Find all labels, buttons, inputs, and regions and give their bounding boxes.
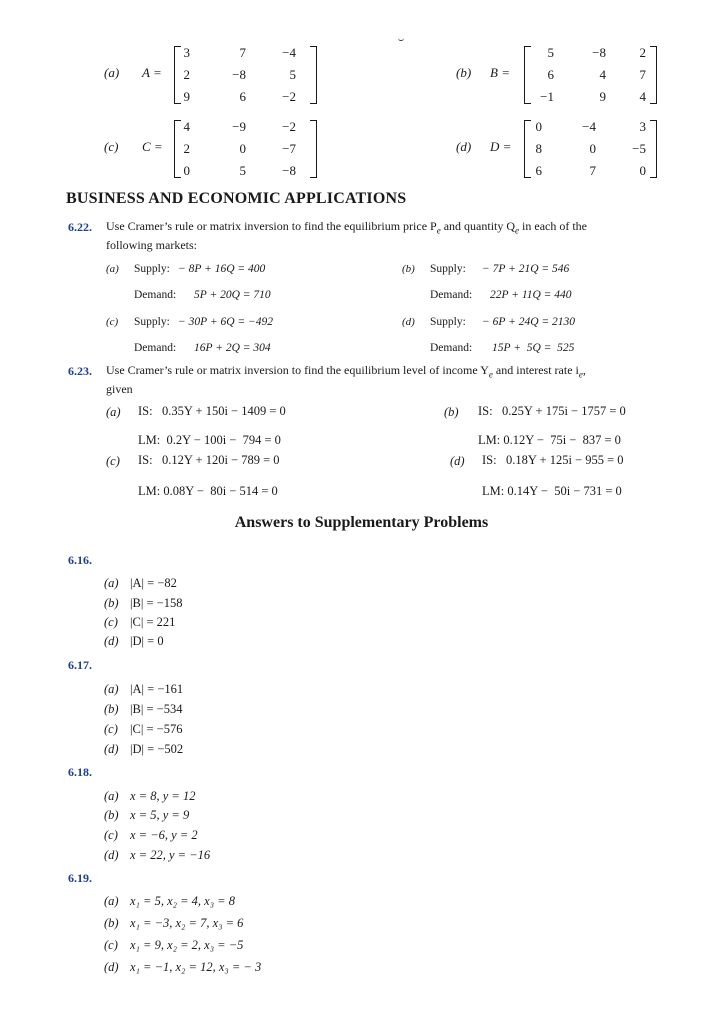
matrix-cell: 7 xyxy=(589,163,596,178)
matrix-cell: 0 xyxy=(639,163,646,178)
matrix-cell: −4 xyxy=(582,119,596,134)
answer-text: x = 8, y = 12 xyxy=(130,789,196,803)
answer-item xyxy=(104,808,189,823)
problem-text-line2: following markets: xyxy=(106,238,197,252)
matrix-cell: 3 xyxy=(639,119,646,134)
answer-item xyxy=(104,615,175,630)
supply-equation: − 8P + 16Q = 400 xyxy=(178,263,266,275)
part-mark: (c) xyxy=(104,828,118,842)
bracket-right xyxy=(310,120,317,178)
answer-text: |D| = −502 xyxy=(130,742,184,756)
part-mark: (c) xyxy=(106,454,120,468)
matrix-c-name: C = xyxy=(142,139,163,154)
supply-equation: − 30P + 6Q = −492 xyxy=(178,316,274,328)
matrix-c-label: (c) xyxy=(104,139,119,154)
answer-text: x = 22, y = −16 xyxy=(130,848,211,862)
matrix-cell: 5 xyxy=(289,67,296,82)
answer-text: |B| = −534 xyxy=(130,702,183,716)
part-mark: (c) xyxy=(104,722,118,736)
matrix-a-label: (a) xyxy=(104,65,120,80)
demand-equation: 5P + 20Q = 710 xyxy=(194,289,271,301)
part-mark: (a) xyxy=(104,576,119,590)
matrix-cell: −7 xyxy=(282,141,296,156)
matrix-cell: −2 xyxy=(282,119,296,134)
part-mark: (a) xyxy=(104,789,119,803)
answer-item xyxy=(104,916,243,931)
problem-text: Use Cramer’s rule or matrix inversion to find the equilibrium level of income Y xyxy=(106,363,489,377)
subscript: e xyxy=(488,369,493,380)
part-mark: (a) xyxy=(106,263,119,275)
problem-text-line2: given xyxy=(106,382,133,396)
answer-text: x₁ = −3, x₂ = 7, x₃ = 6 xyxy=(130,916,244,930)
bracket-right xyxy=(650,46,657,104)
part-mark: (d) xyxy=(104,742,119,756)
answer-text: |C| = −576 xyxy=(130,722,183,736)
matrix-cell: 8 xyxy=(535,141,542,156)
matrix-cell: −8 xyxy=(282,163,296,178)
problem-number: 6.23. xyxy=(68,364,92,378)
answer-item xyxy=(104,634,164,649)
part-mark: (b) xyxy=(444,405,459,419)
problem-text: , xyxy=(582,363,586,377)
part-mark: (d) xyxy=(104,848,119,862)
supply-label: Supply: xyxy=(134,316,170,328)
problem-text: Use Cramer’s rule or matrix inversion to find the equilibrium price P xyxy=(106,219,437,233)
part-mark: (b) xyxy=(402,263,415,275)
lm-equation: LM: 0.12Y − 75i − 837 = 0 xyxy=(478,433,621,447)
matrix-cell: −2 xyxy=(282,89,296,104)
part-mark: (a) xyxy=(104,894,119,908)
lm-equation: LM: 0.2Y − 100i − 794 = 0 xyxy=(138,433,281,447)
matrix-cell: −5 xyxy=(632,141,646,156)
problem-number: 6.22. xyxy=(68,220,92,234)
supply-label: Supply: xyxy=(430,316,466,328)
section-title: BUSINESS AND ECONOMIC APPLICATIONS xyxy=(66,190,407,207)
part-mark: (d) xyxy=(450,454,465,468)
matrix-d-label: (d) xyxy=(456,139,472,154)
matrix-cell: 2 xyxy=(183,67,190,82)
subscript: e xyxy=(578,369,583,380)
answer-item xyxy=(104,702,182,717)
answer-item xyxy=(104,596,182,611)
supply-label: Supply: xyxy=(134,263,170,275)
answer-text: |A| = −161 xyxy=(130,682,184,696)
demand-label: Demand: xyxy=(134,342,177,354)
matrix-cell: 2 xyxy=(183,141,190,156)
part-mark: (b) xyxy=(104,596,119,610)
matrix-cell: 6 xyxy=(535,163,542,178)
demand-equation: 15P + 5Q = 525 xyxy=(492,342,575,354)
answer-text: |C| = 221 xyxy=(130,615,176,629)
answer-text: |A| = −82 xyxy=(130,576,177,590)
answer-item xyxy=(104,789,195,804)
supply-label: Supply: xyxy=(430,263,466,275)
matrix-cell: 0 xyxy=(239,141,246,156)
is-equation: IS: 0.35Y + 150i − 1409 = 0 xyxy=(138,404,286,418)
matrix-cell: 5 xyxy=(547,45,554,60)
answer-item xyxy=(104,576,177,591)
demand-equation: 16P + 2Q = 304 xyxy=(194,342,271,354)
matrix-a-name: A = xyxy=(142,65,162,80)
part-mark: (c) xyxy=(104,938,118,952)
answer-text: |B| = −158 xyxy=(130,596,183,610)
demand-label: Demand: xyxy=(430,289,473,301)
is-equation: IS: 0.18Y + 125i − 955 = 0 xyxy=(482,453,624,467)
part-mark: (a) xyxy=(104,682,119,696)
problem-text-line1 xyxy=(106,361,586,383)
matrix-cell: −9 xyxy=(232,119,246,134)
matrix-cell: 2 xyxy=(639,45,646,60)
matrix-cell: 6 xyxy=(547,67,554,82)
answer-text: x₁ = 5, x₂ = 4, x₃ = 8 xyxy=(130,894,235,908)
answer-item xyxy=(104,848,210,863)
stray-mark xyxy=(398,36,404,41)
supply-equation: − 7P + 21Q = 546 xyxy=(482,263,570,275)
matrix-cell: 9 xyxy=(183,89,190,104)
demand-label: Demand: xyxy=(134,289,177,301)
problem-text: and quantity Q xyxy=(440,219,516,233)
part-mark: (d) xyxy=(104,960,119,974)
matrix-cell: 0 xyxy=(183,163,190,178)
answer-number: 6.19. xyxy=(68,871,92,885)
part-mark: (d) xyxy=(402,316,415,328)
matrix-cell: −1 xyxy=(540,89,554,104)
matrix-cell: 7 xyxy=(239,45,246,60)
part-mark: (a) xyxy=(106,405,121,419)
answer-text: x = −6, y = 2 xyxy=(130,828,198,842)
answer-text: x₁ = −1, x₂ = 12, x₃ = − 3 xyxy=(130,960,262,974)
subscript: e xyxy=(515,225,520,236)
answer-number: 6.16. xyxy=(68,553,92,567)
matrix-cell: −4 xyxy=(282,45,296,60)
matrix-cell: 4 xyxy=(639,89,646,104)
answer-text: x₁ = 9, x₂ = 2, x₃ = −5 xyxy=(130,938,244,952)
answer-item xyxy=(104,682,183,697)
matrix-cell: 9 xyxy=(599,89,606,104)
answer-number: 6.18. xyxy=(68,765,92,779)
matrix-cell: 6 xyxy=(239,89,246,104)
problem-text: and interest rate i xyxy=(492,363,579,377)
answer-text: x = 5, y = 9 xyxy=(130,808,190,822)
matrix-cell: 5 xyxy=(239,163,246,178)
matrix-cell: 0 xyxy=(589,141,596,156)
answer-item xyxy=(104,828,198,843)
matrix-cell: 4 xyxy=(183,119,190,134)
matrix-b-label: (b) xyxy=(456,65,472,80)
demand-equation: 22P + 11Q = 440 xyxy=(490,289,572,301)
part-mark: (c) xyxy=(104,615,118,629)
subscript: e xyxy=(436,225,441,236)
part-mark: (c) xyxy=(106,316,119,328)
is-equation: IS: 0.12Y + 120i − 789 = 0 xyxy=(138,453,280,467)
problem-text: in each of the xyxy=(519,219,587,233)
supply-equation: − 6P + 24Q = 2130 xyxy=(482,316,576,328)
answer-item xyxy=(104,894,235,909)
answer-item xyxy=(104,960,261,975)
part-mark: (b) xyxy=(104,916,119,930)
answer-item xyxy=(104,722,182,737)
matrix-cell: −8 xyxy=(592,45,606,60)
part-mark: (d) xyxy=(104,634,119,648)
part-mark: (b) xyxy=(104,702,119,716)
matrix-cell: −8 xyxy=(232,67,246,82)
matrix-cell: 3 xyxy=(183,45,190,60)
matrix-b-name: B = xyxy=(490,65,510,80)
part-mark: (b) xyxy=(104,808,119,822)
matrix-cell: 0 xyxy=(535,119,542,134)
matrix-d-name: D = xyxy=(490,139,512,154)
bracket-right xyxy=(310,46,317,104)
is-equation: IS: 0.25Y + 175i − 1757 = 0 xyxy=(478,404,626,418)
demand-label: Demand: xyxy=(430,342,473,354)
answer-item xyxy=(104,938,243,953)
bracket-right xyxy=(650,120,657,178)
answer-text: |D| = 0 xyxy=(130,634,164,648)
answer-number: 6.17. xyxy=(68,658,92,672)
matrix-cell: 4 xyxy=(599,67,606,82)
lm-equation: LM: 0.14Y − 50i − 731 = 0 xyxy=(482,484,622,498)
answer-item xyxy=(104,742,183,757)
matrix-cell: 7 xyxy=(639,67,646,82)
lm-equation: LM: 0.08Y − 80i − 514 = 0 xyxy=(138,484,278,498)
answers-title: Answers to Supplementary Problems xyxy=(234,514,489,531)
